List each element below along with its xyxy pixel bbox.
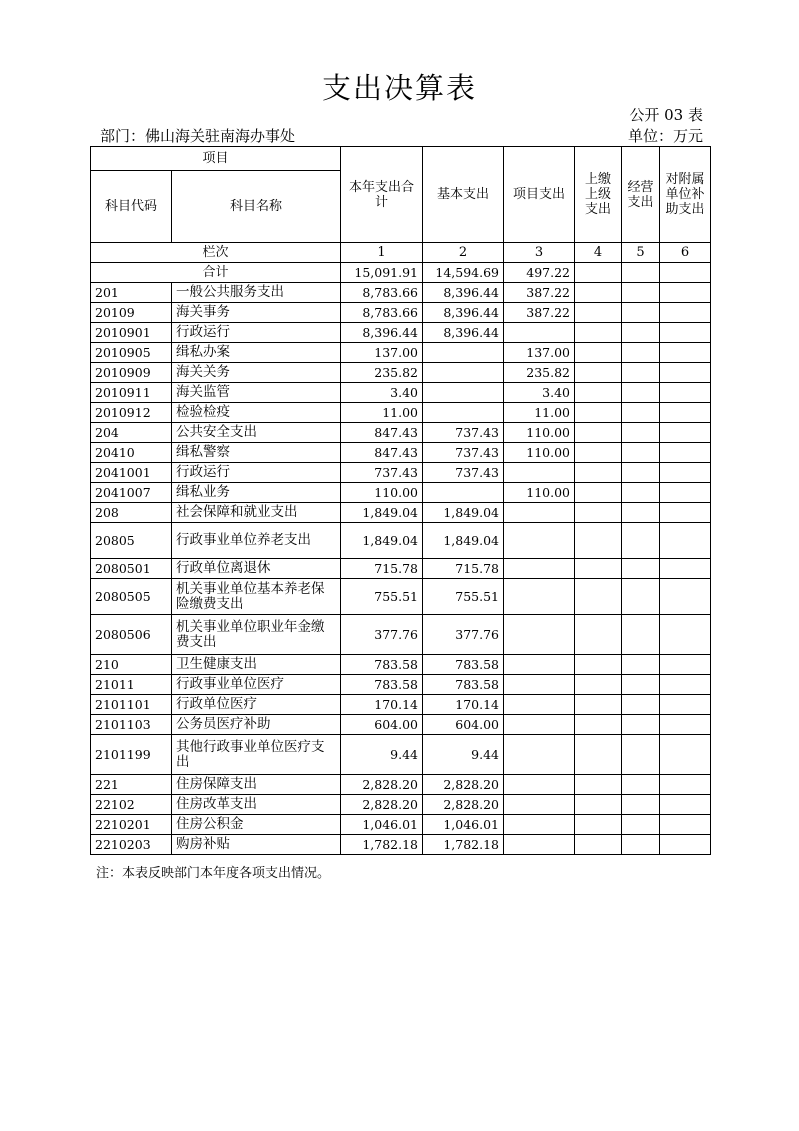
subsidiary-amount <box>660 695 711 715</box>
table-row <box>91 303 711 323</box>
total-amount: 1,782.18 <box>341 835 423 855</box>
total-amount: 235.82 <box>341 363 423 383</box>
business-amount <box>622 675 660 695</box>
subject-code: 21011 <box>91 675 172 695</box>
upper-amount <box>575 615 622 655</box>
upper-amount <box>575 503 622 523</box>
table-row <box>91 483 711 503</box>
basic-amount: 737.43 <box>423 463 504 483</box>
subject-code: 204 <box>91 423 172 443</box>
header-name: 科目名称 <box>172 171 341 243</box>
subject-name: 行政事业单位养老支出 <box>172 523 341 559</box>
subject-name: 一般公共服务支出 <box>172 283 341 303</box>
table-row <box>91 463 711 483</box>
upper-amount <box>575 383 622 403</box>
subject-code: 2080505 <box>91 579 172 615</box>
business-amount <box>622 503 660 523</box>
subject-name: 行政运行 <box>172 323 341 343</box>
project-amount <box>504 615 575 655</box>
subsidiary-amount <box>660 463 711 483</box>
business-amount <box>622 303 660 323</box>
summary-project: 497.22 <box>504 263 575 283</box>
table-row <box>91 579 711 615</box>
subject-code: 20805 <box>91 523 172 559</box>
total-amount: 1,849.04 <box>341 523 423 559</box>
column-index: 2 <box>423 243 504 263</box>
business-amount <box>622 795 660 815</box>
business-amount <box>622 343 660 363</box>
subject-name: 公共安全支出 <box>172 423 341 443</box>
column-index: 4 <box>575 243 622 263</box>
project-amount: 110.00 <box>504 483 575 503</box>
header-subsidiary: 对附属单位补助支出 <box>660 147 711 243</box>
subject-code: 2210203 <box>91 835 172 855</box>
subject-code: 2010911 <box>91 383 172 403</box>
header-item: 项目 <box>91 147 341 171</box>
column-index-row <box>91 243 711 263</box>
business-amount <box>622 403 660 423</box>
subject-code: 2041001 <box>91 463 172 483</box>
upper-amount <box>575 695 622 715</box>
business-amount <box>622 615 660 655</box>
total-amount: 170.14 <box>341 695 423 715</box>
subject-name: 缉私办案 <box>172 343 341 363</box>
upper-amount <box>575 715 622 735</box>
subject-code: 2010905 <box>91 343 172 363</box>
upper-amount <box>575 443 622 463</box>
total-amount: 783.58 <box>341 675 423 695</box>
subject-code: 2010909 <box>91 363 172 383</box>
expenditure-table <box>90 146 711 855</box>
business-amount <box>622 735 660 775</box>
business-amount <box>622 815 660 835</box>
total-amount: 1,046.01 <box>341 815 423 835</box>
summary-upper <box>575 263 622 283</box>
subject-code: 2010912 <box>91 403 172 423</box>
subject-name: 行政事业单位医疗 <box>172 675 341 695</box>
basic-amount: 737.43 <box>423 443 504 463</box>
subject-name: 机关事业单位基本养老保险缴费支出 <box>172 579 341 615</box>
upper-amount <box>575 655 622 675</box>
header-basic: 基本支出 <box>423 147 504 243</box>
subsidiary-amount <box>660 503 711 523</box>
project-amount <box>504 695 575 715</box>
upper-amount <box>575 343 622 363</box>
table-row <box>91 715 711 735</box>
total-amount: 2,828.20 <box>341 795 423 815</box>
subsidiary-amount <box>660 795 711 815</box>
subsidiary-amount <box>660 675 711 695</box>
project-amount <box>504 655 575 675</box>
project-amount <box>504 795 575 815</box>
project-amount: 3.40 <box>504 383 575 403</box>
subsidiary-amount <box>660 815 711 835</box>
basic-amount: 1,849.04 <box>423 503 504 523</box>
upper-amount <box>575 675 622 695</box>
table-row <box>91 403 711 423</box>
summary-row <box>91 263 711 283</box>
project-amount <box>504 835 575 855</box>
subsidiary-amount <box>660 363 711 383</box>
subject-name: 海关关务 <box>172 363 341 383</box>
project-amount <box>504 463 575 483</box>
basic-amount: 737.43 <box>423 423 504 443</box>
project-amount <box>504 675 575 695</box>
basic-amount <box>423 363 504 383</box>
subject-code: 2101199 <box>91 735 172 775</box>
table-row <box>91 655 711 675</box>
project-amount: 110.00 <box>504 443 575 463</box>
table-row <box>91 735 711 775</box>
subject-name: 行政运行 <box>172 463 341 483</box>
header-project: 项目支出 <box>504 147 575 243</box>
project-amount <box>504 503 575 523</box>
basic-amount: 2,828.20 <box>423 795 504 815</box>
project-amount <box>504 579 575 615</box>
subject-code: 210 <box>91 655 172 675</box>
business-amount <box>622 463 660 483</box>
upper-amount <box>575 579 622 615</box>
basic-amount: 783.58 <box>423 675 504 695</box>
business-amount <box>622 579 660 615</box>
basic-amount: 783.58 <box>423 655 504 675</box>
business-amount <box>622 775 660 795</box>
total-amount: 11.00 <box>341 403 423 423</box>
subject-code: 2080501 <box>91 559 172 579</box>
footnote: 注：本表反映部门本年度各项支出情况。 <box>96 866 331 881</box>
subject-code: 221 <box>91 775 172 795</box>
subject-name: 行政单位医疗 <box>172 695 341 715</box>
table-row <box>91 523 711 559</box>
table-row <box>91 283 711 303</box>
upper-amount <box>575 323 622 343</box>
table-row <box>91 423 711 443</box>
summary-total: 15,091.91 <box>341 263 423 283</box>
table-row <box>91 795 711 815</box>
header-upper: 上缴上级支出 <box>575 147 622 243</box>
subsidiary-amount <box>660 303 711 323</box>
business-amount <box>622 523 660 559</box>
total-amount: 755.51 <box>341 579 423 615</box>
basic-amount: 8,396.44 <box>423 303 504 323</box>
table-row <box>91 343 711 363</box>
subsidiary-amount <box>660 715 711 735</box>
basic-amount: 715.78 <box>423 559 504 579</box>
total-amount: 3.40 <box>341 383 423 403</box>
subsidiary-amount <box>660 559 711 579</box>
summary-label: 合计 <box>91 263 341 283</box>
column-index: 1 <box>341 243 423 263</box>
subject-code: 20410 <box>91 443 172 463</box>
upper-amount <box>575 423 622 443</box>
business-amount <box>622 323 660 343</box>
project-amount: 11.00 <box>504 403 575 423</box>
subject-name: 卫生健康支出 <box>172 655 341 675</box>
column-index: 5 <box>622 243 660 263</box>
project-amount: 235.82 <box>504 363 575 383</box>
total-amount: 1,849.04 <box>341 503 423 523</box>
upper-amount <box>575 559 622 579</box>
subsidiary-amount <box>660 835 711 855</box>
upper-amount <box>575 523 622 559</box>
upper-amount <box>575 795 622 815</box>
subject-name: 检验检疫 <box>172 403 341 423</box>
subject-code: 2041007 <box>91 483 172 503</box>
project-amount <box>504 523 575 559</box>
total-amount: 9.44 <box>341 735 423 775</box>
summary-basic: 14,594.69 <box>423 263 504 283</box>
project-amount <box>504 715 575 735</box>
subject-code: 2210201 <box>91 815 172 835</box>
table-row <box>91 323 711 343</box>
subject-code: 2101101 <box>91 695 172 715</box>
table-row <box>91 383 711 403</box>
subject-name: 住房保障支出 <box>172 775 341 795</box>
column-index: 3 <box>504 243 575 263</box>
business-amount <box>622 483 660 503</box>
total-amount: 847.43 <box>341 423 423 443</box>
business-amount <box>622 835 660 855</box>
project-amount <box>504 815 575 835</box>
subject-name: 缉私业务 <box>172 483 341 503</box>
basic-amount: 1,046.01 <box>423 815 504 835</box>
summary-business <box>622 263 660 283</box>
total-amount: 8,783.66 <box>341 283 423 303</box>
total-amount: 2,828.20 <box>341 775 423 795</box>
upper-amount <box>575 483 622 503</box>
subsidiary-amount <box>660 735 711 775</box>
subject-name: 社会保障和就业支出 <box>172 503 341 523</box>
total-amount: 847.43 <box>341 443 423 463</box>
basic-amount: 9.44 <box>423 735 504 775</box>
upper-amount <box>575 835 622 855</box>
table-row <box>91 675 711 695</box>
basic-amount: 604.00 <box>423 715 504 735</box>
table-row <box>91 615 711 655</box>
subject-code: 208 <box>91 503 172 523</box>
basic-amount: 8,396.44 <box>423 283 504 303</box>
column-index-label: 栏次 <box>91 243 341 263</box>
summary-subsidiary <box>660 263 711 283</box>
table-row <box>91 443 711 463</box>
subject-name: 海关监管 <box>172 383 341 403</box>
subject-name: 缉私警察 <box>172 443 341 463</box>
subject-name: 住房公积金 <box>172 815 341 835</box>
total-amount: 715.78 <box>341 559 423 579</box>
project-amount <box>504 735 575 775</box>
basic-amount <box>423 403 504 423</box>
header-code: 科目代码 <box>91 171 172 243</box>
basic-amount: 2,828.20 <box>423 775 504 795</box>
subject-code: 2080506 <box>91 615 172 655</box>
subject-code: 2101103 <box>91 715 172 735</box>
subsidiary-amount <box>660 283 711 303</box>
subsidiary-amount <box>660 775 711 795</box>
form-number: 公开 03 表 <box>629 106 703 124</box>
subject-code: 22102 <box>91 795 172 815</box>
table-row <box>91 559 711 579</box>
business-amount <box>622 655 660 675</box>
subsidiary-amount <box>660 403 711 423</box>
upper-amount <box>575 815 622 835</box>
table-row <box>91 695 711 715</box>
project-amount: 137.00 <box>504 343 575 363</box>
subsidiary-amount <box>660 655 711 675</box>
header-total: 本年支出合计 <box>341 147 423 243</box>
subject-name: 住房改革支出 <box>172 795 341 815</box>
basic-amount: 170.14 <box>423 695 504 715</box>
subject-name: 行政单位离退休 <box>172 559 341 579</box>
upper-amount <box>575 403 622 423</box>
business-amount <box>622 363 660 383</box>
project-amount <box>504 775 575 795</box>
total-amount: 377.76 <box>341 615 423 655</box>
subsidiary-amount <box>660 323 711 343</box>
total-amount: 783.58 <box>341 655 423 675</box>
table-row <box>91 503 711 523</box>
basic-amount <box>423 343 504 363</box>
page-title: 支出决算表 <box>321 71 477 105</box>
upper-amount <box>575 363 622 383</box>
table-row <box>91 775 711 795</box>
business-amount <box>622 715 660 735</box>
basic-amount: 755.51 <box>423 579 504 615</box>
upper-amount <box>575 775 622 795</box>
basic-amount: 1,849.04 <box>423 523 504 559</box>
total-amount: 8,783.66 <box>341 303 423 323</box>
subsidiary-amount <box>660 343 711 363</box>
total-amount: 737.43 <box>341 463 423 483</box>
subject-name: 购房补贴 <box>172 835 341 855</box>
total-amount: 137.00 <box>341 343 423 363</box>
project-amount <box>504 559 575 579</box>
subject-name: 公务员医疗补助 <box>172 715 341 735</box>
subsidiary-amount <box>660 523 711 559</box>
upper-amount <box>575 283 622 303</box>
business-amount <box>622 283 660 303</box>
project-amount: 387.22 <box>504 303 575 323</box>
subject-name: 机关事业单位职业年金缴费支出 <box>172 615 341 655</box>
table-row <box>91 363 711 383</box>
business-amount <box>622 383 660 403</box>
column-index: 6 <box>660 243 711 263</box>
project-amount: 110.00 <box>504 423 575 443</box>
subject-name: 其他行政事业单位医疗支出 <box>172 735 341 775</box>
upper-amount <box>575 303 622 323</box>
subject-name: 海关事务 <box>172 303 341 323</box>
total-amount: 110.00 <box>341 483 423 503</box>
project-amount: 387.22 <box>504 283 575 303</box>
basic-amount: 1,782.18 <box>423 835 504 855</box>
business-amount <box>622 443 660 463</box>
subsidiary-amount <box>660 483 711 503</box>
subsidiary-amount <box>660 423 711 443</box>
header-business: 经营支出 <box>622 147 660 243</box>
upper-amount <box>575 735 622 775</box>
subject-code: 20109 <box>91 303 172 323</box>
business-amount <box>622 695 660 715</box>
subject-code: 2010901 <box>91 323 172 343</box>
basic-amount <box>423 383 504 403</box>
subsidiary-amount <box>660 615 711 655</box>
business-amount <box>622 559 660 579</box>
project-amount <box>504 323 575 343</box>
basic-amount: 8,396.44 <box>423 323 504 343</box>
table-row <box>91 815 711 835</box>
header-row-1 <box>91 147 711 171</box>
subject-code: 201 <box>91 283 172 303</box>
table-row <box>91 835 711 855</box>
basic-amount <box>423 483 504 503</box>
unit-label: 单位：万元 <box>627 127 703 145</box>
basic-amount: 377.76 <box>423 615 504 655</box>
subsidiary-amount <box>660 579 711 615</box>
subsidiary-amount <box>660 443 711 463</box>
total-amount: 604.00 <box>341 715 423 735</box>
total-amount: 8,396.44 <box>341 323 423 343</box>
department-label: 部门：佛山海关驻南海办事处 <box>100 127 296 145</box>
upper-amount <box>575 463 622 483</box>
business-amount <box>622 423 660 443</box>
subsidiary-amount <box>660 383 711 403</box>
